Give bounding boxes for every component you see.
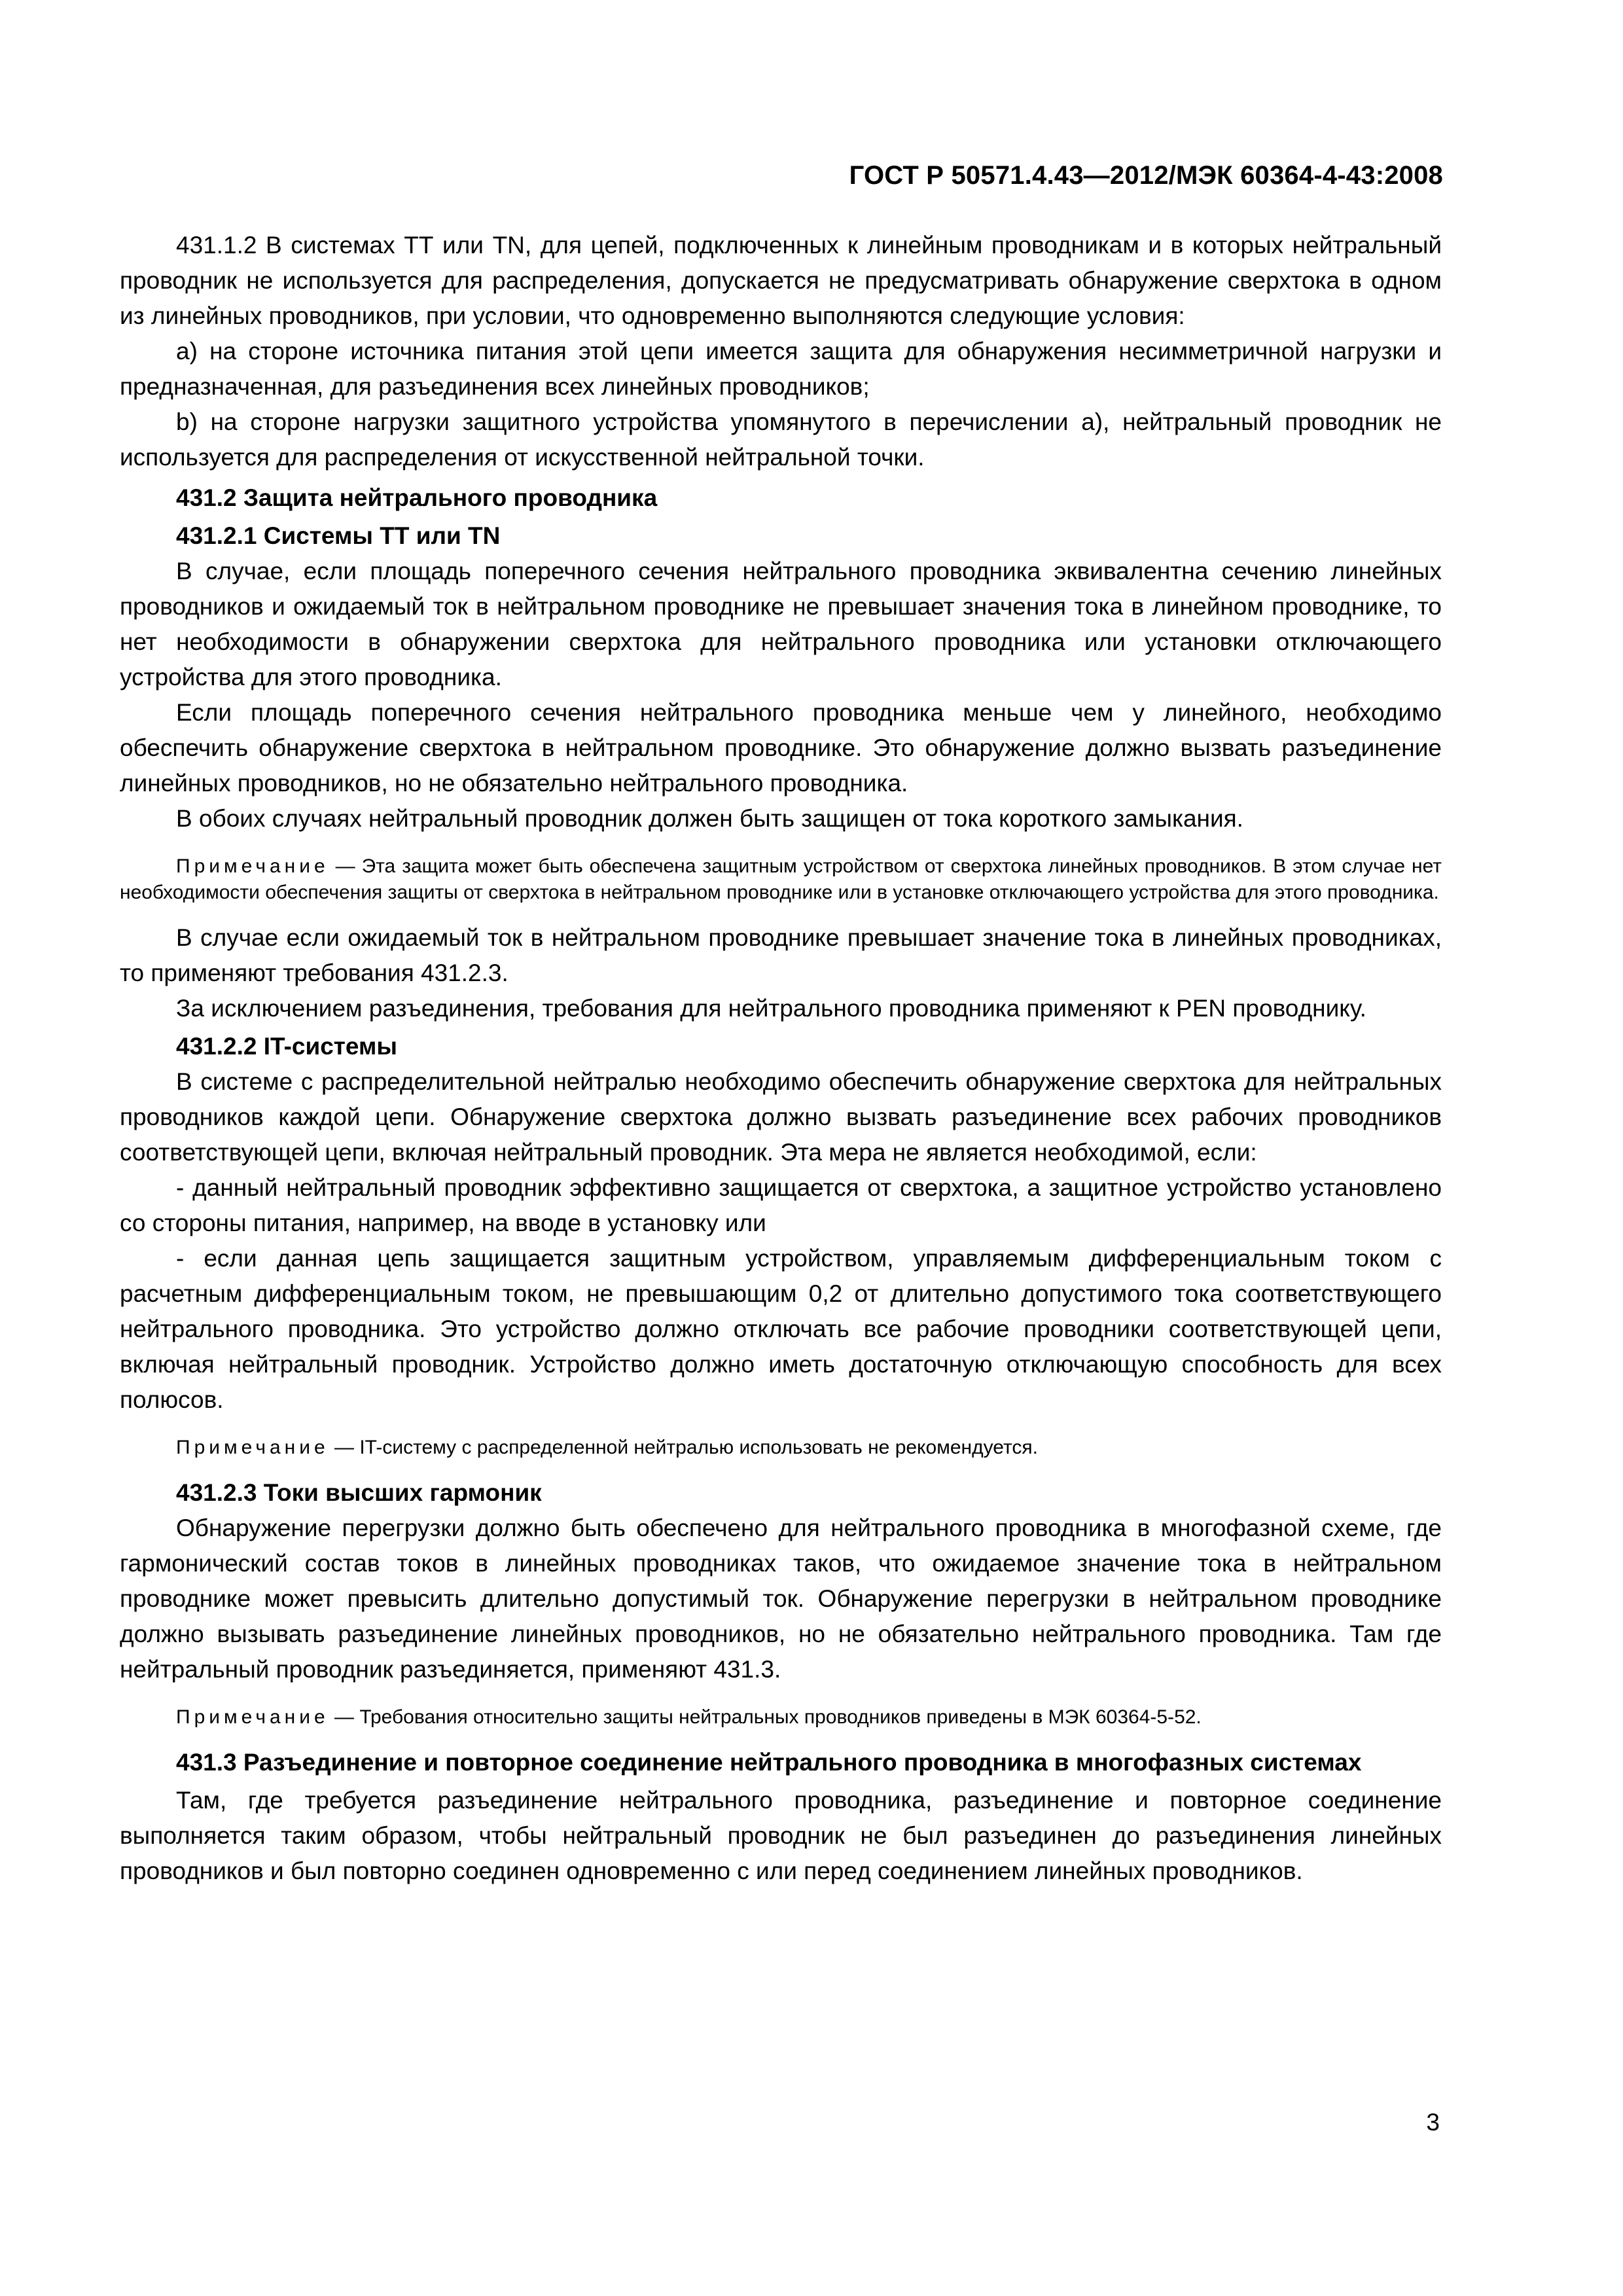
- note-text: — Требования относительно защиты нейтральных проводников приведены в МЭК 60364-5-52.: [329, 1706, 1202, 1728]
- note-text: — IT-систему с распределенной нейтралью использовать не рекомендуется.: [329, 1437, 1038, 1458]
- paragraph: В случае если ожидаемый ток в нейтральном проводнике превышает значение тока в линейных проводниках, то применяют требования 431.2.3.: [120, 924, 1442, 986]
- paragraph: В системе с распределительной нейтралью необходимо обеспечить обнаружение сверхтока для нейтральных проводников каждой цепи. Обнаружение сверхтока должно вызвать разъединение всех рабочих проводников соответствующей цепи, включая нейтральный проводник. Эта мера не является необходимой, если:: [120, 1068, 1442, 1166]
- note-label: Примечание: [176, 1706, 329, 1728]
- paragraph: За исключением разъединения, требования для нейтрального проводника применяют к PEN проводнику.: [176, 995, 1366, 1022]
- heading-431-2: 431.2 Защита нейтрального проводника: [176, 484, 658, 511]
- list-item-dash: - данный нейтральный проводник эффективно защищается от сверхтока, а защитное устройство установлено со стороны питания, например, на вводе в установку или: [120, 1174, 1442, 1236]
- paragraph-431-1-2: 431.1.2 В системах ТТ или TN, для цепей, подключенных к линейным проводникам и в которых нейтральный проводник не используется для распределения, допускается не предусматривать обнаружение сверхтока в одном из линейных проводников, при условии, что одновременно выполняются следующие условия:: [120, 232, 1442, 329]
- paragraph: Если площадь поперечного сечения нейтрального проводника меньше чем у линейного, необходимо обеспечить обнаружение сверхтока в нейтральном проводнике. Это обнаружение должно вызвать разъединение линейных проводников, но не обязательно нейтрального проводника.: [120, 699, 1442, 797]
- heading-431-3: 431.3 Разъединение и повторное соединение нейтрального проводника в многофазных системах: [176, 1749, 1362, 1776]
- list-item-dash: - если данная цепь защищается защитным устройством, управляемым дифференциальным током с расчетным дифференциальным током, не превышающим 0,2 от длительно допустимого тока соответствующего нейтрального проводника. Это устройство должно отключать все рабочие проводники соответствующей цепи, включая нейтральный проводник. Устройство должно иметь достаточную отключающую способность для всех полюсов.: [120, 1245, 1442, 1413]
- paragraph: В обоих случаях нейтральный проводник должен быть защищен от тока короткого замыкания.: [176, 805, 1243, 832]
- page-number: 3: [1426, 2109, 1440, 2136]
- note-3: [120, 1704, 1442, 1731]
- paragraph: Обнаружение перегрузки должно быть обеспечено для нейтрального проводника в многофазной схеме, где гармонический состав токов в линейных проводниках таков, что ожидаемое значение тока в нейтральном проводнике может превысить длительно допустимый ток. Обнаружение перегрузки в нейтральном проводнике должно вызывать разъединение линейных проводников, но не обязательно нейтрального проводника. Там где нейтральный проводник разъединяется, применяют 431.3.: [120, 1515, 1442, 1683]
- document-code-header: ГОСТ Р 50571.4.43—2012/МЭК 60364-4-43:2008: [849, 161, 1443, 190]
- note-text: — Эта защита может быть обеспечена защитным устройством от сверхтока линейных проводников. В этом случае нет необходимости обеспечения защиты от сверхтока в нейтральном проводнике или в установке отключающего устройства для этого проводника.: [120, 855, 1442, 903]
- list-item-b: b) на стороне нагрузки защитного устройства упомянутого в перечислении а), нейтральный проводник не используется для распределения от искусственной нейтральной точки.: [120, 408, 1442, 471]
- note-label: Примечание: [176, 1437, 329, 1458]
- paragraph: Там, где требуется разъединение нейтрального проводника, разъединение и повторное соединение выполняется таким образом, чтобы нейтральный проводник не был разъединен до разъединения линейных проводников и был повторно соединен одновременно с или перед соединением линейных проводников.: [120, 1787, 1442, 1884]
- heading-431-2-3: 431.2.3 Токи высших гармоник: [176, 1479, 542, 1506]
- note-label: Примечание: [176, 855, 329, 877]
- list-item-a: а) на стороне источника питания этой цепи имеется защита для обнаружения несимметричной нагрузки и предназначенная, для разъединения всех линейных проводников;: [120, 338, 1442, 400]
- note-2: [120, 1435, 1442, 1461]
- note-1: [120, 853, 1442, 906]
- paragraph: В случае, если площадь поперечного сечения нейтрального проводника эквивалентна сечению линейных проводников и ожидаемый ток в нейтральном проводнике не превышает значения тока в линейном проводнике, то нет необходимости в обнаружении сверхтока для нейтрального проводника или установки отключающего устройства для этого проводника.: [120, 558, 1442, 691]
- document-body: [120, 228, 1442, 1889]
- heading-431-2-1: 431.2.1 Системы ТТ или TN: [176, 522, 501, 549]
- heading-431-2-2: 431.2.2 IT-системы: [176, 1033, 397, 1060]
